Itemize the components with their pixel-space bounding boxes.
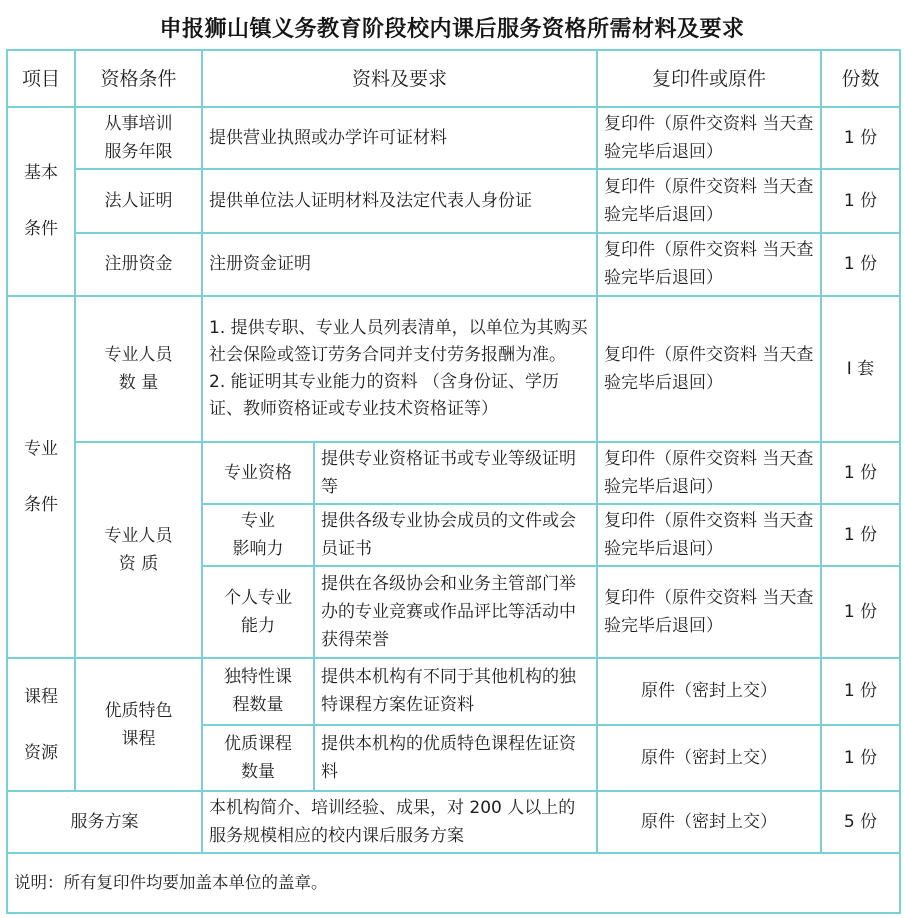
- material-cell: 提供单位法人证明材料及法定代表人身份证: [202, 169, 597, 233]
- note-row: [7, 853, 900, 913]
- condition-cell: 服务方案: [7, 791, 202, 853]
- table-row: [7, 658, 900, 724]
- count-cell: 1 份: [821, 107, 900, 169]
- condition-cell: 注册资金: [75, 233, 202, 295]
- copy-cell: 复印件（原件交资料 当天查验完毕后退回）: [597, 107, 821, 169]
- material-cell: 提供本机构的优质特色课程佐证资料: [314, 725, 597, 791]
- subcondition-cell: 专业资格: [202, 442, 314, 504]
- note-text: 说明：所有复印件均要加盖本单位的盖章。: [7, 853, 900, 913]
- count-cell: 1 份: [821, 725, 900, 791]
- table-row: [7, 169, 900, 233]
- material-cell: 提供各级专业协会成员的文件或会员证书: [314, 504, 597, 566]
- subcondition-cell: 个人专业 能力: [202, 566, 314, 658]
- count-cell: 1 份: [821, 504, 900, 566]
- count-cell: 1 份: [821, 442, 900, 504]
- copy-cell: 复印件（原件交资料 当天查验完毕后退回）: [597, 566, 821, 658]
- header-materials: 资料及要求: [202, 50, 597, 107]
- subcondition-cell: 优质课程 数量: [202, 725, 314, 791]
- header-row: [7, 50, 900, 107]
- copy-cell: 复印件（原件交资料 当天查验完毕后退问）: [597, 442, 821, 504]
- material-cell: 1. 提供专职、专业人员列表清单，以单位为其购买社会保险或签订劳务合同并支付劳务报酬为准。 2. 能证明其专业能力的资料 （含身份证、学历证、教师资格证或专业技术资格证等）: [202, 296, 597, 442]
- condition-cell: 专业人员 数 量: [75, 296, 202, 442]
- condition-cell: 优质特色 课程: [75, 658, 202, 790]
- count-cell: 1 份: [821, 169, 900, 233]
- table-row: [7, 107, 900, 169]
- table-row: [7, 296, 900, 442]
- header-qualification: 资格条件: [75, 50, 202, 107]
- group-curriculum: 课程 资源: [7, 658, 75, 790]
- group-professional: 专业 条件: [7, 296, 75, 659]
- copy-cell: 复印件（原件交资料 当天查验完毕后退回）: [597, 169, 821, 233]
- requirements-table: [6, 49, 901, 914]
- subcondition-cell: 专业 影响力: [202, 504, 314, 566]
- table-row: [7, 442, 900, 504]
- table-row: [7, 791, 900, 853]
- subcondition-cell: 独特性课 程数量: [202, 658, 314, 724]
- count-cell: 5 份: [821, 791, 900, 853]
- material-cell: 提供在各级协会和业务主管部门举办的专业竞赛或作品评比等活动中获得荣誉: [314, 566, 597, 658]
- group-basic: 基本 条件: [7, 107, 75, 295]
- copy-cell: 复印件（原件交资料 当天查验完毕后退回）: [597, 233, 821, 295]
- material-cell: 提供本机构有不同于其他机构的独特课程方案佐证资料: [314, 658, 597, 724]
- condition-cell: 法人证明: [75, 169, 202, 233]
- condition-cell: 专业人员 资 质: [75, 442, 202, 658]
- copy-cell: 原件（密封上交）: [597, 658, 821, 724]
- count-cell: 1 份: [821, 233, 900, 295]
- condition-cell: 从事培训 服务年限: [75, 107, 202, 169]
- header-copy-or-original: 复印件或原件: [597, 50, 821, 107]
- material-cell: 提供专业资格证书或专业等级证明等: [314, 442, 597, 504]
- material-cell: 注册资金证明: [202, 233, 597, 295]
- material-cell: 本机构简介、培训经验、成果，对 200 人以上的服务规模相应的校内课后服务方案: [202, 791, 597, 853]
- count-cell: I 套: [821, 296, 900, 442]
- copy-cell: 原件（密封上交）: [597, 791, 821, 853]
- copy-cell: 原件（密封上交）: [597, 725, 821, 791]
- page-title: 申报狮山镇义务教育阶段校内课后服务资格所需材料及要求: [159, 17, 745, 42]
- header-item: 项目: [7, 50, 75, 107]
- copy-cell: 复印件（原件交资料 当天查验完毕后退问）: [597, 504, 821, 566]
- table-row: [7, 233, 900, 295]
- count-cell: 1 份: [821, 658, 900, 724]
- material-cell: 提供营业执照或办学许可证材料: [202, 107, 597, 169]
- count-cell: 1 份: [821, 566, 900, 658]
- header-copies: 份数: [821, 50, 900, 107]
- copy-cell: 复印件（原件交资料 当天查验完毕后退回）: [597, 296, 821, 442]
